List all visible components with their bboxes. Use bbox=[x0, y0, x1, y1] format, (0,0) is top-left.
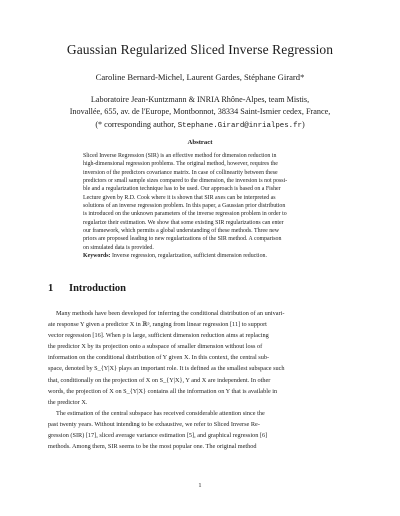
abstract-line: predictors or small sample sizes compared to the dimension, the inversion is not possi- bbox=[83, 178, 288, 185]
body-line: The estimation of the central subspace has received considerable attention since the bbox=[56, 409, 265, 417]
abstract-line: high-dimensional regression problems. The original method, however, requires the bbox=[83, 161, 278, 168]
keywords-text: Inverse regression, regularization, sufficient dimension reduction. bbox=[110, 253, 267, 260]
abstract-line: priors are proposed leading to new regularizations of the SIR method. A comparison bbox=[83, 236, 282, 243]
keywords-line bbox=[83, 252, 319, 260]
section-title: Introduction bbox=[69, 283, 126, 294]
body-line: the predictor X. bbox=[48, 398, 88, 406]
body-line: methods. Among them, SIR seems to be the most popular one. The original method bbox=[48, 443, 257, 451]
body-line: past twenty years. Without intending to be exhaustive, we refer to Sliced Inverse Re- bbox=[48, 420, 260, 428]
body-line: words, the projection of X on S_{Y|X} contains all the information on Y that is available in bbox=[48, 387, 278, 395]
body-line: information on the conditional distribution of Y given X. In this context, the central sub- bbox=[48, 354, 270, 362]
abstract-body bbox=[83, 152, 319, 260]
affiliation-line: Inovallée, 655, av. de l'Europe, Montbonnot, 38334 Saint-Ismier cedex, France, bbox=[69, 107, 331, 117]
corresponding-email: Stephane.Girard@inrialpes.fr bbox=[177, 121, 302, 130]
abstract-line: our framework, which permits a global understanding of these methods. Three new bbox=[83, 228, 280, 235]
corresponding-author-line bbox=[0, 119, 400, 132]
abstract-line: inversion of the predictors covariance matrix. In case of collinearity between these bbox=[83, 169, 278, 176]
section-number: 1 bbox=[48, 283, 54, 294]
paper-title: Gaussian Regularized Sliced Inverse Regression bbox=[66, 42, 334, 57]
abstract-line: regularize their estimation. We show that some existing SIR regularizations can enter bbox=[83, 219, 284, 226]
body-line: gression (SIR) [17], sliced average variance estimation [5], and graphical regression [6] bbox=[48, 432, 268, 440]
abstract-line: solutions of an inverse regression problem. In this paper, a Gaussian prior distribution bbox=[83, 203, 286, 210]
abstract-line: on simulated data is provided. bbox=[83, 244, 154, 251]
abstract-heading: Abstract bbox=[187, 139, 213, 146]
section-heading bbox=[48, 283, 126, 294]
body-line: the predictor X by its projection onto a subspace of smaller dimension without loss of bbox=[48, 343, 263, 351]
body-line: space, denoted by S_{Y|X} plays an important role. It is defined as the smallest subspace such bbox=[48, 365, 285, 373]
abstract-line: Lecture given by R.D. Cook where it is shown that SIR axes can be interpreted as bbox=[83, 194, 276, 201]
abstract-line: Sliced Inverse Regression (SIR) is an effective method for dimension reduction in bbox=[83, 153, 277, 159]
body-line: ate response Y given a predictor X in ℝᵖ, ranging from linear regression [11] to support bbox=[48, 321, 267, 329]
body-line: that, conditionally on the projection of X on S_{Y|X}, Y and X are independent. In other bbox=[48, 376, 271, 384]
abstract-line: ble and a regularization technique has to be used. Our approach is based on a Fisher bbox=[83, 186, 281, 193]
paper-authors: Caroline Bernard-Michel, Laurent Gardes, Stéphane Girard* bbox=[95, 72, 305, 82]
affiliation-line: Laboratoire Jean-Kuntzmann & INRIA Rhône-Alpes, team Mistis, bbox=[90, 95, 310, 104]
corresponding-prefix: (* corresponding author, bbox=[95, 119, 178, 129]
body-text bbox=[48, 308, 354, 452]
corresponding-suffix: ) bbox=[301, 119, 305, 129]
keywords-label: Keywords: bbox=[83, 253, 111, 260]
affiliation-block bbox=[0, 94, 400, 132]
abstract-line: is introduced on the unknown parameters of the inverse regression problem in order to bbox=[83, 211, 287, 218]
body-line: vector regression [16]. When p is large, sufficient dimension reduction aims at replacing bbox=[48, 332, 269, 340]
body-line: Many methods have been developed for inferring the conditional distribution of an univari- bbox=[56, 310, 285, 317]
page-number: 1 bbox=[198, 482, 202, 489]
